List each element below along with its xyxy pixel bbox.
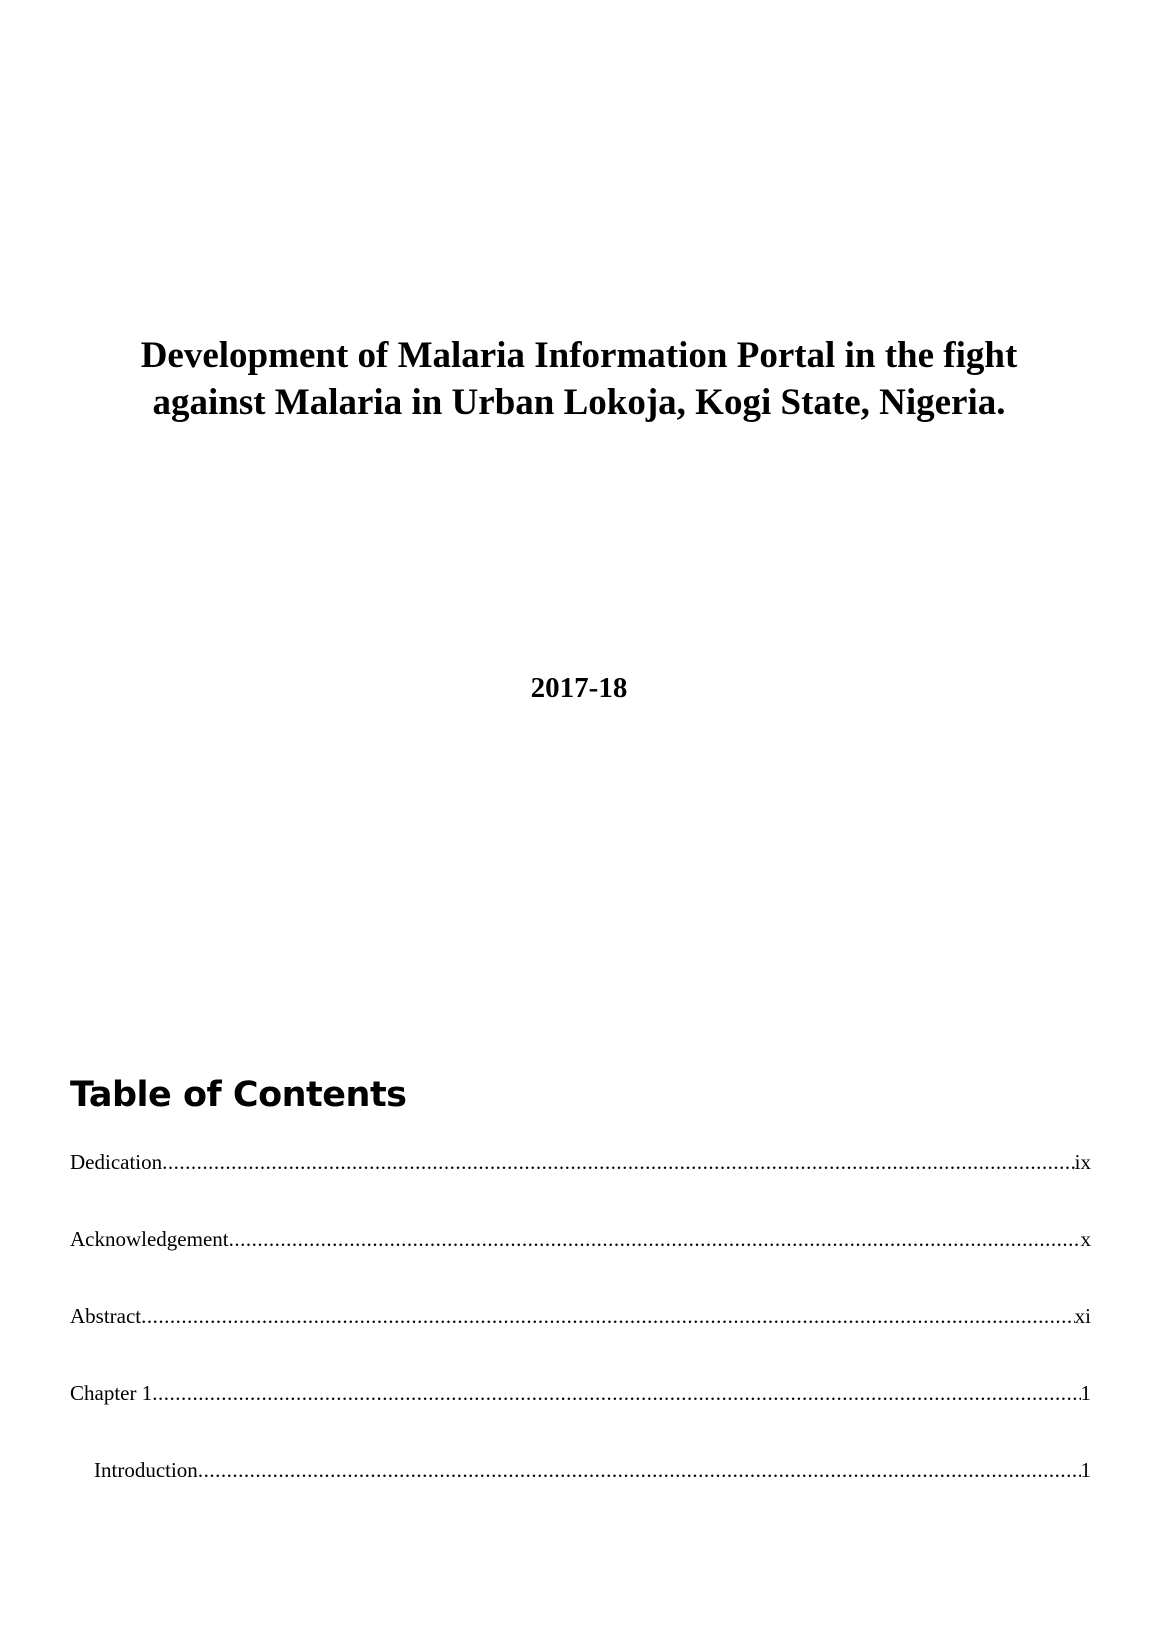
toc-dot-leader xyxy=(229,1225,1081,1253)
toc-entry-label: Acknowledgement xyxy=(70,1227,229,1251)
toc-entry-page: xi xyxy=(1074,1304,1091,1328)
toc-dot-leader xyxy=(198,1456,1081,1484)
toc-entry-page: ix xyxy=(1074,1150,1091,1174)
table-of-contents xyxy=(70,1148,1091,1533)
toc-dot-leader xyxy=(152,1379,1080,1407)
toc-entry-introduction[interactable] xyxy=(70,1456,1091,1484)
toc-entry-label: Abstract xyxy=(70,1304,142,1328)
toc-heading: Table of Contents xyxy=(70,1075,407,1115)
toc-entry-label: Introduction xyxy=(94,1458,198,1482)
toc-entry-page: 1 xyxy=(1080,1458,1091,1482)
toc-entry-acknowledgement[interactable] xyxy=(70,1225,1091,1253)
toc-entry-label: Dedication xyxy=(70,1150,163,1174)
toc-entry-chapter-1[interactable] xyxy=(70,1379,1091,1407)
document-year: 2017-18 xyxy=(530,672,628,704)
toc-entry-abstract[interactable] xyxy=(70,1302,1091,1330)
document-title: Development of Malaria Information Portal in the fight against Malaria in Urban Lokoja, Kogi State, Nigeria. xyxy=(140,335,1018,423)
toc-entry-page: 1 xyxy=(1080,1381,1091,1405)
toc-entry-page: x xyxy=(1080,1227,1091,1251)
toc-dot-leader xyxy=(162,1148,1075,1176)
toc-dot-leader xyxy=(141,1302,1075,1330)
toc-entry-dedication[interactable] xyxy=(70,1148,1091,1176)
toc-entry-label: Chapter 1 xyxy=(70,1381,153,1405)
